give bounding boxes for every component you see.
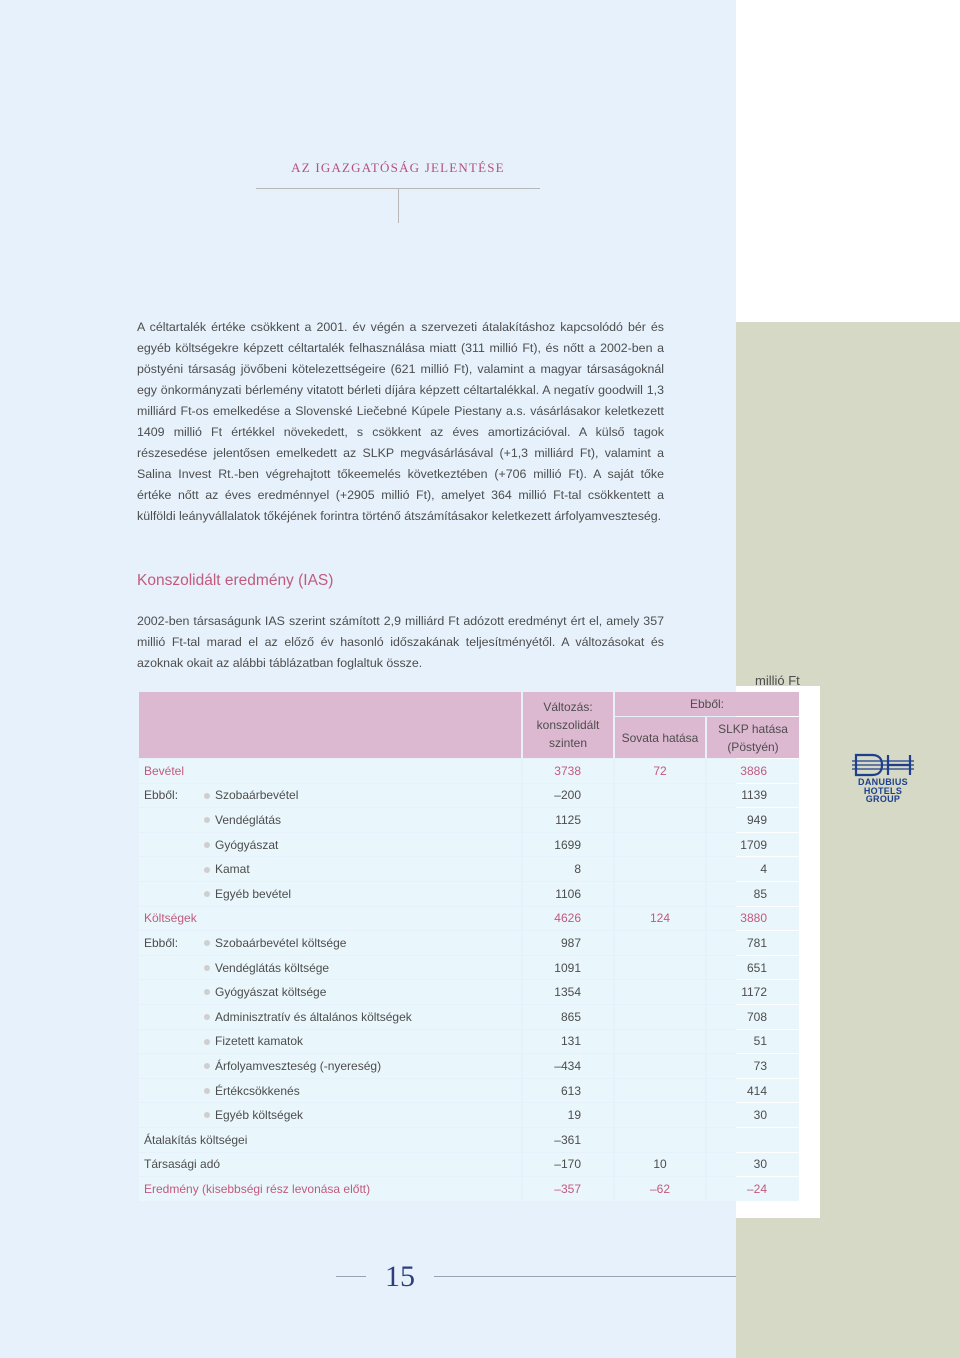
header-slkp — [707, 717, 799, 758]
report-header-title: AZ IGAZGATÓSÁG JELENTÉSE — [291, 160, 505, 175]
logo-text — [850, 778, 916, 804]
row-label-cell — [139, 1030, 521, 1054]
cell-change: –170 — [523, 1153, 613, 1177]
header-change-line1: Változás: — [543, 700, 593, 714]
table-row — [139, 1054, 799, 1078]
cell-change: 1106 — [523, 882, 613, 906]
results-table — [137, 691, 801, 1202]
dh-monogram-icon — [852, 752, 914, 778]
bullet-icon — [204, 989, 210, 995]
cell-change: 1125 — [523, 808, 613, 832]
row-label: Fizetett kamatok — [215, 1034, 304, 1049]
cell-slkp: 781 — [707, 931, 799, 955]
row-label: Gyógyászat — [215, 837, 279, 852]
row-label-cell — [139, 882, 521, 906]
row-label: Költségek — [139, 907, 521, 931]
row-label-cell — [139, 931, 521, 955]
cell-slkp: 1139 — [707, 784, 799, 808]
cell-change: 1699 — [523, 833, 613, 857]
table-row — [139, 784, 799, 808]
header-tick-line — [398, 189, 399, 223]
row-label: Adminisztratív és általános költségek — [215, 1009, 412, 1024]
table-row — [139, 1177, 799, 1201]
cell-sovata — [615, 956, 705, 980]
table-row — [139, 808, 799, 832]
row-label-cell — [139, 833, 521, 857]
cell-sovata — [615, 1054, 705, 1078]
danubius-logo — [850, 752, 916, 804]
table-row — [139, 931, 799, 955]
cell-sovata — [615, 833, 705, 857]
cell-change: 1091 — [523, 956, 613, 980]
header-slkp-line2: (Pöstyén) — [727, 739, 779, 754]
bullet-icon — [204, 940, 210, 946]
table-row — [139, 857, 799, 881]
table-row — [139, 980, 799, 1004]
table-row — [139, 833, 799, 857]
cell-sovata: –62 — [615, 1177, 705, 1201]
cell-slkp — [707, 1128, 799, 1152]
table-row — [139, 1103, 799, 1127]
cell-sovata — [615, 1079, 705, 1103]
row-label-cell — [139, 857, 521, 881]
cell-change: 1354 — [523, 980, 613, 1004]
cell-change: 19 — [523, 1103, 613, 1127]
cell-sovata: 124 — [615, 907, 705, 931]
cell-sovata: 10 — [615, 1153, 705, 1177]
cell-sovata — [615, 857, 705, 881]
bullet-icon — [204, 1088, 210, 1094]
cell-sovata — [615, 1128, 705, 1152]
cell-slkp: 651 — [707, 956, 799, 980]
bullet-icon — [204, 1014, 210, 1020]
paragraph-reserves: A céltartalék értéke csökkent a 2001. év végén a szervezeti átalakításhoz kapcsolódó bér és egyéb költségekre képzett céltartalék felhasználása miatt (311 millió Ft), és nőtt a 2002-ben a pöstyéni társaság jövőbeni kötelezettségeire (621 millió Ft), valamint a magyar társaságoknál egy önkormányzati bérlemény vitatott bérleti díjára képzett céltartalékkal. A negatív goodwill 1,3 milliárd Ft-os emelkedése a Slovenské Liečebné Kúpele Piestany a.s. vásárlásakor keletkezett 1409 millió Ft értékkel növekedett, s csökkent az éves amortizációval. A külső tagok részesedése jelentősen emelkedett az SLKP megvásárlásával (+1,3 milliárd Ft), valamint a Salina Invest Rt.-ben végrehajtott tőkeemelés következtében (+706 millió Ft). A saját tőke értéke nőtt az éves eredménnyel (+2905 millió Ft), amelyet 364 millió Ft-tal csökkentett a külföldi leányvállalatok tőkéjének forintra történő átszámításakor keletkezett árfolyamveszteség. — [137, 320, 664, 523]
cell-change: 8 — [523, 857, 613, 881]
header-slkp-line1: SLKP hatása — [718, 721, 788, 736]
bullet-icon — [204, 1039, 210, 1045]
logo-line-3: GROUP — [865, 794, 901, 804]
logo-line-1: DANUBIUS — [858, 777, 908, 787]
cell-slkp: 1709 — [707, 833, 799, 857]
cell-sovata — [615, 980, 705, 1004]
cell-change: 131 — [523, 1030, 613, 1054]
section-heading: Konszolidált eredmény (IAS) — [137, 572, 334, 589]
page-number-rule-right — [434, 1276, 736, 1277]
row-label-cell — [139, 1079, 521, 1103]
of-which-prefix: Ebből: — [144, 788, 179, 803]
row-label: Bevétel — [139, 759, 521, 783]
cell-change: 613 — [523, 1079, 613, 1103]
cell-slkp: 4 — [707, 857, 799, 881]
row-label-cell — [139, 1103, 521, 1127]
cell-change: –361 — [523, 1128, 613, 1152]
cell-slkp: 85 — [707, 882, 799, 906]
cell-slkp: 73 — [707, 1054, 799, 1078]
cell-sovata: 72 — [615, 759, 705, 783]
cell-sovata — [615, 1030, 705, 1054]
header-change-line2: konszolidált — [536, 718, 600, 732]
row-label: Árfolyamveszteség (-nyereség) — [215, 1058, 382, 1073]
header-blank-cell — [139, 692, 521, 758]
table-row — [139, 1079, 799, 1103]
cell-slkp: 949 — [707, 808, 799, 832]
cell-sovata — [615, 1103, 705, 1127]
page-number: 15 — [385, 1260, 415, 1293]
table-row — [139, 759, 799, 783]
cell-change: 4626 — [523, 907, 613, 931]
cell-slkp: 3880 — [707, 907, 799, 931]
cell-sovata — [615, 931, 705, 955]
table-row — [139, 1005, 799, 1029]
row-label: Szobaárbevétel — [215, 788, 299, 803]
cell-change: –434 — [523, 1054, 613, 1078]
bullet-icon — [204, 1112, 210, 1118]
row-label: Egyéb költségek — [215, 1108, 304, 1123]
row-label: Szobaárbevétel költsége — [215, 935, 347, 950]
table-row — [139, 1030, 799, 1054]
table-row — [139, 1128, 799, 1152]
bullet-icon — [204, 817, 210, 823]
row-label: Kamat — [215, 862, 250, 877]
row-label-cell — [139, 784, 521, 808]
row-label: Társasági adó — [139, 1153, 521, 1177]
cell-change: 987 — [523, 931, 613, 955]
row-label: Gyógyászat költsége — [215, 985, 327, 1000]
row-label: Vendéglátás — [215, 812, 282, 827]
header-change-line3: szinten — [548, 736, 588, 750]
row-label-cell — [139, 808, 521, 832]
bullet-icon — [204, 867, 210, 873]
cell-slkp: 708 — [707, 1005, 799, 1029]
row-label-cell — [139, 1054, 521, 1078]
row-label-cell — [139, 956, 521, 980]
cell-sovata — [615, 784, 705, 808]
cell-slkp: 30 — [707, 1153, 799, 1177]
table-row — [139, 1153, 799, 1177]
table-row — [139, 956, 799, 980]
cell-slkp: 414 — [707, 1079, 799, 1103]
paragraph-ias-result: 2002-ben társaságunk IAS szerint számított 2,9 milliárd Ft adózott eredményt ért el, amely 357 millió Ft-tal marad el az előző év hasonló időszakának teljesítményétől. A változásokat és azoknak okait az alábbi táblázatban foglaltuk össze. — [137, 614, 664, 670]
row-label: Átalakítás költségei — [139, 1128, 521, 1152]
bullet-icon — [204, 793, 210, 799]
row-label: Egyéb bevétel — [215, 886, 292, 901]
cell-sovata — [615, 1005, 705, 1029]
cell-change: 865 — [523, 1005, 613, 1029]
cell-change: –200 — [523, 784, 613, 808]
logo-line-2: HOTELS — [863, 785, 903, 796]
bullet-icon — [204, 842, 210, 848]
cell-slkp: –24 — [707, 1177, 799, 1201]
cell-sovata — [615, 808, 705, 832]
header-of-which: Ebből: — [615, 692, 799, 716]
table-row — [139, 907, 799, 931]
page-number-rule-left — [336, 1276, 366, 1277]
row-label: Értékcsökkenés — [215, 1083, 300, 1098]
of-which-prefix: Ebből: — [144, 935, 179, 950]
cell-slkp: 3886 — [707, 759, 799, 783]
cell-slkp: 1172 — [707, 980, 799, 1004]
cell-change: 3738 — [523, 759, 613, 783]
row-label-cell — [139, 1005, 521, 1029]
header-change — [523, 692, 613, 758]
unit-label: millió Ft — [755, 673, 800, 688]
row-label-cell — [139, 980, 521, 1004]
header-sovata: Sovata hatása — [615, 717, 705, 758]
row-label: Vendéglátás költsége — [215, 960, 330, 975]
row-label: Eredmény (kisebbségi rész levonása előtt) — [139, 1177, 521, 1201]
cell-sovata — [615, 882, 705, 906]
cell-change: –357 — [523, 1177, 613, 1201]
cell-slkp: 51 — [707, 1030, 799, 1054]
cell-slkp: 30 — [707, 1103, 799, 1127]
table-header-row-1 — [139, 692, 799, 716]
bullet-icon — [204, 1063, 210, 1069]
table-row — [139, 882, 799, 906]
bullet-icon — [204, 891, 210, 897]
bullet-icon — [204, 965, 210, 971]
